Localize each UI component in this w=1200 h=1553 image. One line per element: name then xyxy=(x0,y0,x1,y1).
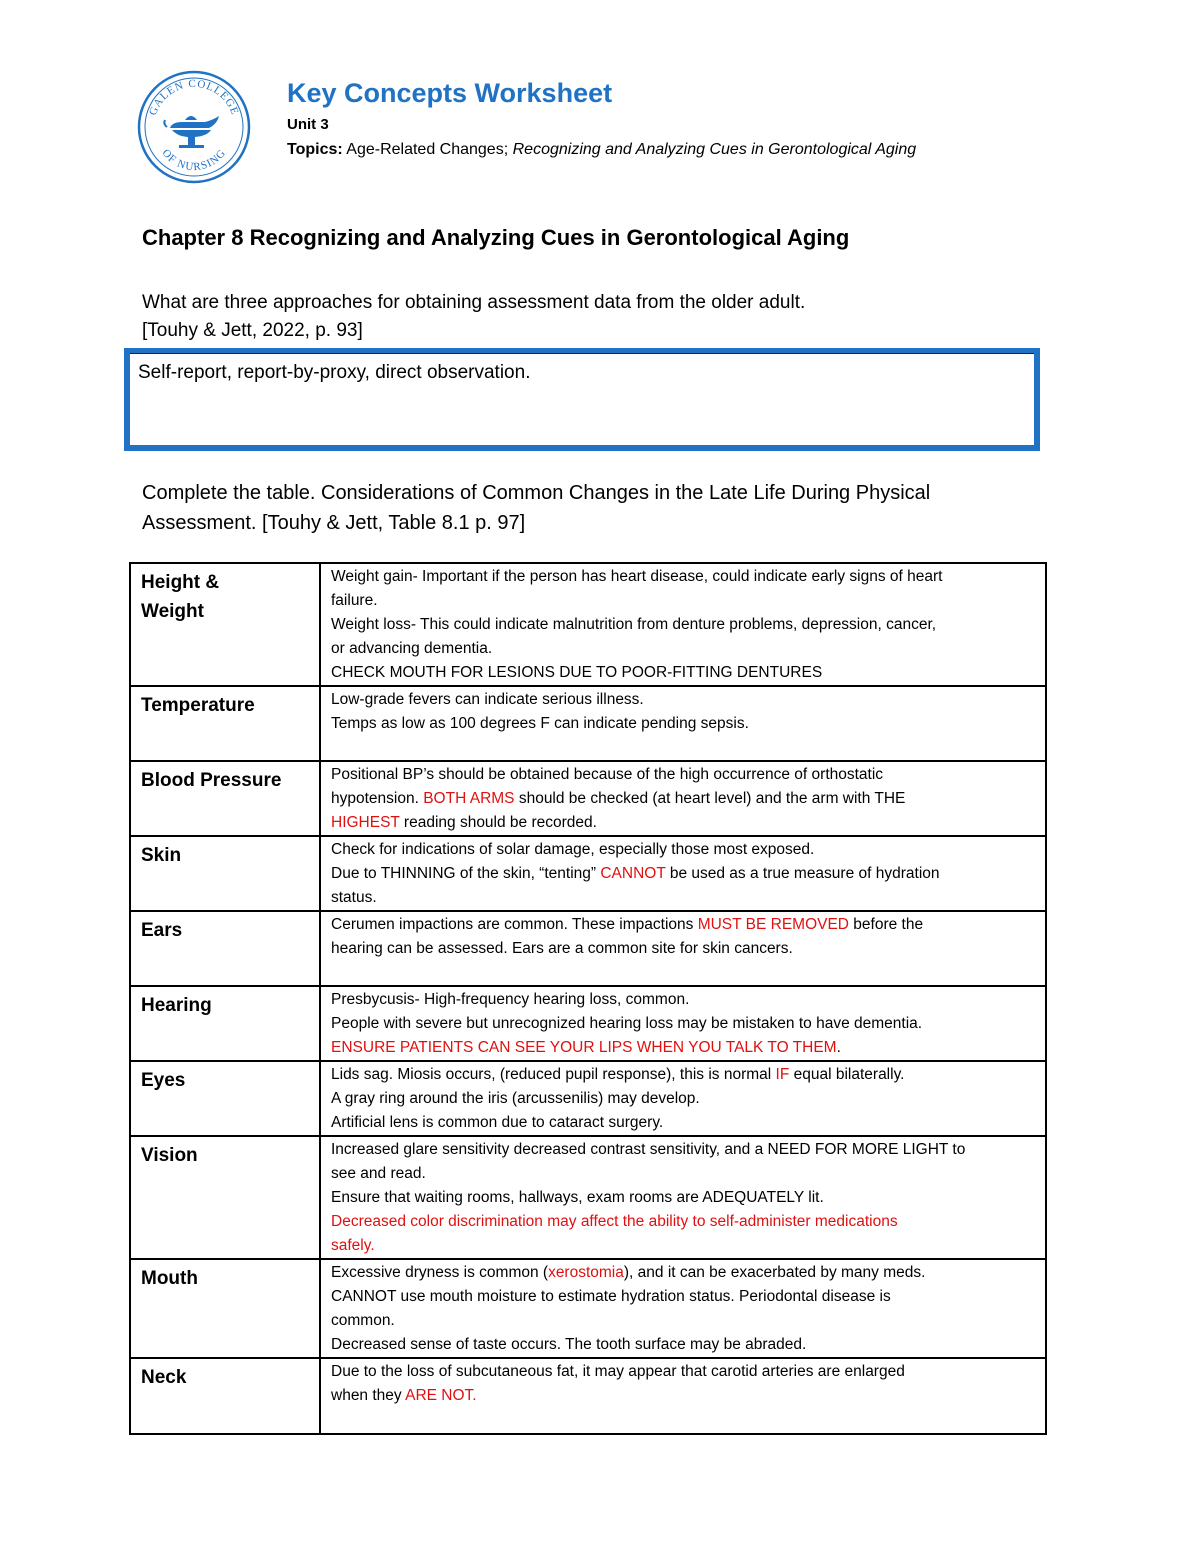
row-content[interactable] xyxy=(320,761,1046,836)
content-line xyxy=(331,1036,1035,1060)
content-text: Increased glare sensitivity decreased contrast sensitivity, and a NEED FOR MORE LIGHT to xyxy=(331,1141,966,1158)
content-text: be used as a true measure of hydration xyxy=(665,865,940,882)
content-line xyxy=(331,589,1035,613)
row-content[interactable] xyxy=(320,986,1046,1061)
table-row xyxy=(130,986,1046,1061)
content-text xyxy=(331,739,335,756)
content-text: hearing can be assessed. Ears are a common site for skin cancers. xyxy=(331,940,793,957)
emphasis-text: Decreased color discrimination may affect the ability to self-administer medications xyxy=(331,1213,898,1230)
content-line xyxy=(331,913,1035,937)
content-line xyxy=(331,661,1035,685)
emphasis-text: ARE NOT. xyxy=(405,1387,477,1404)
table-intro-line2: Assessment. [Touhy & Jett, Table 8.1 p. 97] xyxy=(142,512,526,534)
content-text: CHECK MOUTH FOR LESIONS DUE TO POOR-FITTING DENTURES xyxy=(331,664,823,681)
table-row xyxy=(130,911,1046,986)
question-citation: [Touhy & Jett, 2022, p. 93] xyxy=(142,320,363,341)
content-line xyxy=(331,1384,1035,1408)
content-text: Ensure that waiting rooms, hallways, exam rooms are ADEQUATELY lit. xyxy=(331,1189,824,1206)
emphasis-text: BOTH ARMS xyxy=(423,790,515,807)
table-row xyxy=(130,836,1046,911)
row-content[interactable] xyxy=(320,1061,1046,1136)
assessment-table-wrap xyxy=(129,562,1047,1435)
content-text: Check for indications of solar damage, especially those most exposed. xyxy=(331,841,815,858)
row-content[interactable] xyxy=(320,1358,1046,1434)
content-line xyxy=(331,838,1035,862)
content-text: Due to THINNING of the skin, “tenting” xyxy=(331,865,601,882)
content-text: Excessive dryness is common ( xyxy=(331,1264,549,1281)
content-text: Decreased sense of taste occurs. The tooth surface may be abraded. xyxy=(331,1336,807,1353)
assessment-table xyxy=(129,562,1047,1435)
content-text xyxy=(331,1411,335,1428)
content-text: equal bilaterally. xyxy=(789,1066,905,1083)
content-line xyxy=(331,1261,1035,1285)
question-block xyxy=(142,289,1042,345)
content-text: Positional BP’s should be obtained because of the high occurrence of orthostatic xyxy=(331,766,884,783)
content-text: failure. xyxy=(331,592,378,609)
content-line xyxy=(331,1360,1035,1384)
content-text: or advancing dementia. xyxy=(331,640,493,657)
emphasis-text: xerostomia xyxy=(548,1264,624,1281)
answer-box[interactable] xyxy=(124,348,1040,451)
content-line xyxy=(331,862,1035,886)
row-label: Hearing xyxy=(130,986,320,1061)
content-text: A gray ring around the iris (arcussenilis) may develop. xyxy=(331,1090,700,1107)
row-label: Blood Pressure xyxy=(130,761,320,836)
logo-text-top: GALEN COLLEGE xyxy=(146,77,242,118)
row-label: Ears xyxy=(130,911,320,986)
table-row xyxy=(130,1136,1046,1259)
content-text: Temps as low as 100 degrees F can indicate pending sepsis. xyxy=(331,715,749,732)
content-text: Due to the loss of subcutaneous fat, it may appear that carotid arteries are enlarged xyxy=(331,1363,905,1380)
content-line xyxy=(331,1234,1035,1258)
table-intro xyxy=(142,478,1042,538)
topics-label: Topics: xyxy=(287,141,343,158)
content-text: hypotension. xyxy=(331,790,424,807)
row-content[interactable] xyxy=(320,1136,1046,1259)
row-label xyxy=(130,563,320,686)
content-line xyxy=(331,1087,1035,1111)
content-text: CANNOT use mouth moisture to estimate hydration status. Periodontal disease is xyxy=(331,1288,891,1305)
table-row xyxy=(130,1259,1046,1358)
content-text: before the xyxy=(849,916,924,933)
row-label: Eyes xyxy=(130,1061,320,1136)
row-content[interactable] xyxy=(320,1259,1046,1358)
content-line xyxy=(331,1309,1035,1333)
content-line xyxy=(331,763,1035,787)
row-content[interactable] xyxy=(320,911,1046,986)
topics-italic: Recognizing and Analyzing Cues in Gerontological Aging xyxy=(512,141,917,158)
content-text xyxy=(331,964,335,981)
content-text: Weight gain- Important if the person has heart disease, could indicate early signs of heart xyxy=(331,568,943,585)
content-line xyxy=(331,688,1035,712)
content-line xyxy=(331,1162,1035,1186)
emphasis-text: MUST BE REMOVED xyxy=(697,916,849,933)
table-row xyxy=(130,1358,1046,1434)
logo-text-bottom: OF NURSING xyxy=(159,147,229,174)
content-line xyxy=(331,1111,1035,1135)
topics-line xyxy=(287,136,916,164)
content-line xyxy=(331,637,1035,661)
content-line xyxy=(331,1210,1035,1234)
row-content[interactable] xyxy=(320,686,1046,761)
topics-plain: Age-Related Changes; xyxy=(346,141,509,158)
content-line xyxy=(331,787,1035,811)
content-line xyxy=(331,1285,1035,1309)
content-line xyxy=(331,712,1035,736)
content-line xyxy=(331,1186,1035,1210)
content-text: see and read. xyxy=(331,1165,426,1182)
row-label-line: Weight xyxy=(141,601,204,622)
table-intro-line1: Complete the table. Considerations of Common Changes in the Late Life During Physical xyxy=(142,482,931,504)
table-row xyxy=(130,761,1046,836)
row-label: Temperature xyxy=(130,686,320,761)
emphasis-text: CANNOT xyxy=(600,865,666,882)
content-text: Artificial lens is common due to cataract surgery. xyxy=(331,1114,664,1131)
content-text: Low-grade fevers can indicate serious illness. xyxy=(331,691,644,708)
row-content[interactable] xyxy=(320,836,1046,911)
content-line xyxy=(331,937,1035,961)
row-label: Vision xyxy=(130,1136,320,1259)
table-row xyxy=(130,686,1046,761)
answer-text: Self-report, report-by-proxy, direct observation. xyxy=(130,353,1034,392)
row-label: Neck xyxy=(130,1358,320,1434)
emphasis-text: HIGHEST xyxy=(331,814,400,831)
content-text: status. xyxy=(331,889,377,906)
content-text: should be checked (at heart level) and the arm with THE xyxy=(514,790,906,807)
row-label-line: Height & xyxy=(141,572,220,593)
content-text: ), and it can be exacerbated by many meds. xyxy=(623,1264,926,1281)
content-line xyxy=(331,988,1035,1012)
content-line xyxy=(331,1138,1035,1162)
emphasis-text: IF xyxy=(775,1066,790,1083)
table-row xyxy=(130,563,1046,686)
content-line xyxy=(331,565,1035,589)
lamp-icon xyxy=(164,116,219,148)
content-text: Presbycusis- High-frequency hearing loss, common. xyxy=(331,991,690,1008)
content-line xyxy=(331,1333,1035,1357)
worksheet-title: Key Concepts Worksheet xyxy=(287,78,613,108)
content-text: when they xyxy=(331,1387,406,1404)
content-line xyxy=(331,1408,1035,1432)
worksheet-header xyxy=(287,76,916,164)
college-logo xyxy=(137,70,251,184)
content-text: Cerumen impactions are common. These impactions xyxy=(331,916,698,933)
question-text: What are three approaches for obtaining assessment data from the older adult. xyxy=(142,292,806,313)
content-text: reading should be recorded. xyxy=(399,814,597,831)
unit-label: Unit 3 xyxy=(287,116,329,133)
emphasis-text: safely. xyxy=(331,1237,375,1254)
row-label: Mouth xyxy=(130,1259,320,1358)
content-text: Weight loss- This could indicate malnutrition from denture problems, depression, cancer, xyxy=(331,616,937,633)
content-text: common. xyxy=(331,1312,395,1329)
row-content[interactable] xyxy=(320,563,1046,686)
content-text: . xyxy=(836,1039,841,1056)
table-row xyxy=(130,1061,1046,1136)
row-label: Skin xyxy=(130,836,320,911)
content-line xyxy=(331,1063,1035,1087)
content-line xyxy=(331,613,1035,637)
emphasis-text: ENSURE PATIENTS CAN SEE YOUR LIPS WHEN YOU TALK TO THEM xyxy=(331,1039,837,1056)
content-line xyxy=(331,811,1035,835)
content-line xyxy=(331,1012,1035,1036)
content-line xyxy=(331,961,1035,985)
content-text: People with severe but unrecognized hearing loss may be mistaken to have dementia. xyxy=(331,1015,923,1032)
content-text: Lids sag. Miosis occurs, (reduced pupil response), this is normal xyxy=(331,1066,776,1083)
content-line xyxy=(331,886,1035,910)
chapter-title: Chapter 8 Recognizing and Analyzing Cues in Gerontological Aging xyxy=(142,225,850,250)
content-line xyxy=(331,736,1035,760)
